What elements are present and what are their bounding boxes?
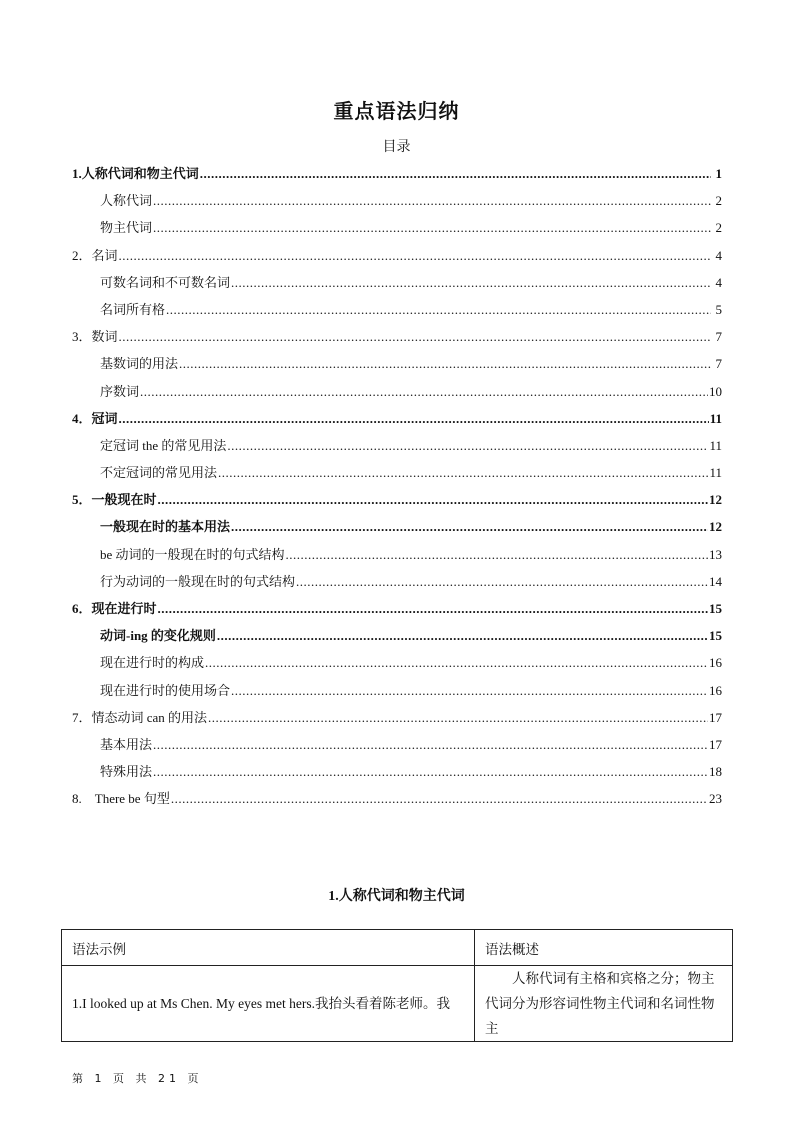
toc-entry[interactable] bbox=[72, 459, 722, 486]
toc-leader-dots bbox=[231, 513, 708, 540]
toc-leader-dots bbox=[200, 160, 711, 187]
toc-leader-dots bbox=[179, 350, 711, 377]
toc-entry-label: 6．现在进行时 bbox=[72, 601, 157, 616]
toc-entry-label: 名词所有格 bbox=[100, 301, 166, 317]
table-row bbox=[62, 966, 733, 1042]
toc-entry-page: 17 bbox=[709, 736, 722, 752]
toc-entry-page: 13 bbox=[709, 546, 722, 562]
toc-entry-page: 10 bbox=[709, 383, 722, 399]
toc-entry[interactable] bbox=[72, 323, 722, 350]
toc-entry-label: 不定冠词的常见用法 bbox=[100, 465, 218, 481]
toc-leader-dots bbox=[166, 296, 711, 323]
toc-leader-dots bbox=[153, 731, 708, 758]
toc-entry-page: 16 bbox=[709, 655, 722, 671]
toc-entry[interactable] bbox=[72, 595, 722, 622]
toc-entry-page: 1 bbox=[715, 166, 722, 181]
toc-entry-label: 物主代词 bbox=[100, 220, 153, 236]
toc-entry-page: 15 bbox=[709, 628, 722, 644]
toc-leader-dots bbox=[227, 432, 708, 459]
toc-entry-page: 4 bbox=[715, 274, 722, 290]
toc-entry-page: 7 bbox=[715, 356, 722, 372]
toc-entry[interactable] bbox=[72, 704, 722, 731]
toc-leader-dots bbox=[208, 704, 708, 731]
toc-entry-page: 5 bbox=[715, 301, 722, 317]
toc-entry-page: 4 bbox=[715, 247, 722, 263]
toc-leader-dots bbox=[153, 187, 711, 214]
toc-entry-page: 12 bbox=[709, 519, 722, 535]
toc-entry[interactable] bbox=[72, 160, 722, 187]
toc-leader-dots bbox=[140, 378, 708, 405]
toc-entry[interactable] bbox=[72, 541, 722, 568]
toc-entry-label: 动词-ing 的变化规则 bbox=[100, 628, 216, 644]
toc-entry[interactable] bbox=[72, 378, 722, 405]
toc-leader-dots bbox=[231, 269, 711, 296]
toc-entry-label: 可数名词和不可数名词 bbox=[100, 274, 231, 290]
toc-leader-dots bbox=[218, 459, 708, 486]
toc-entry-label: be 动词的一般现在时的句式结构 bbox=[100, 546, 285, 562]
toc-entry-page: 17 bbox=[709, 709, 722, 725]
toc-entry[interactable] bbox=[72, 242, 722, 269]
toc-entry[interactable] bbox=[72, 187, 722, 214]
toc-entry-label: 2．名词 bbox=[72, 247, 118, 263]
toc-entry[interactable] bbox=[72, 296, 722, 323]
page-title: 重点语法归纳 bbox=[333, 101, 460, 123]
toc-entry-label: 4．冠词 bbox=[72, 410, 118, 426]
toc-entry-label: 特殊用法 bbox=[100, 764, 153, 780]
toc-entry[interactable] bbox=[72, 785, 722, 812]
toc-leader-dots bbox=[217, 622, 708, 649]
toc-entry[interactable] bbox=[72, 269, 722, 296]
toc-entry-label: 行为动词的一般现在时的句式结构 bbox=[100, 573, 296, 589]
page-footer: 第 1 页 共 21 页 bbox=[72, 1072, 203, 1085]
toc-title: 目录 bbox=[382, 140, 411, 155]
toc-entry-page: 14 bbox=[709, 573, 722, 589]
toc-entry-label: 一般现在时的基本用法 bbox=[100, 519, 231, 535]
table-of-contents bbox=[72, 160, 722, 813]
toc-entry-label: 7．情态动词 can 的用法 bbox=[72, 709, 208, 725]
toc-entry-label: 5．一般现在时 bbox=[72, 492, 157, 508]
toc-entry-page: 2 bbox=[715, 220, 722, 236]
toc-entry-page: 23 bbox=[709, 791, 722, 807]
toc-entry-label: 基本用法 bbox=[100, 736, 153, 752]
toc-entry-page: 11 bbox=[709, 465, 722, 481]
toc-entry[interactable] bbox=[72, 214, 722, 241]
toc-leader-dots bbox=[158, 486, 708, 513]
toc-entry[interactable] bbox=[72, 758, 722, 785]
toc-leader-dots bbox=[286, 541, 708, 568]
overview-cell: 人称代词有主格和宾格之分；物主代词分为形容词性物主代词和名词性物主 bbox=[475, 966, 733, 1042]
toc-entry-label: 现在进行时的使用场合 bbox=[100, 682, 231, 698]
toc-leader-dots bbox=[158, 595, 708, 622]
toc-entry[interactable] bbox=[72, 568, 722, 595]
toc-leader-dots bbox=[153, 214, 711, 241]
toc-entry-page: 2 bbox=[715, 193, 722, 209]
toc-entry[interactable] bbox=[72, 486, 722, 513]
toc-leader-dots bbox=[171, 785, 708, 812]
example-cell: 1.I looked up at Ms Chen. My eyes met hers.我抬头看着陈老师。我 bbox=[62, 966, 475, 1042]
table-header-overview: 语法概述 bbox=[475, 930, 733, 966]
toc-entry-label: 1.人称代词和物主代词 bbox=[72, 166, 199, 181]
toc-leader-dots bbox=[296, 568, 708, 595]
toc-leader-dots bbox=[119, 242, 711, 269]
toc-entry-label: 8. There be 句型 bbox=[72, 791, 170, 807]
toc-entry-page: 16 bbox=[709, 682, 722, 698]
toc-entry-page: 11 bbox=[709, 410, 722, 426]
toc-entry[interactable] bbox=[72, 350, 722, 377]
toc-leader-dots bbox=[153, 758, 708, 785]
toc-entry-page: 7 bbox=[715, 329, 722, 345]
grammar-table bbox=[61, 929, 733, 1042]
section-heading: 1.人称代词和物主代词 bbox=[328, 889, 465, 904]
toc-entry-page: 18 bbox=[709, 764, 722, 780]
toc-leader-dots bbox=[119, 405, 709, 432]
toc-entry[interactable] bbox=[72, 731, 722, 758]
toc-entry[interactable] bbox=[72, 432, 722, 459]
toc-leader-dots bbox=[119, 323, 711, 350]
toc-entry[interactable] bbox=[72, 677, 722, 704]
toc-entry-label: 基数词的用法 bbox=[100, 356, 179, 372]
toc-entry-page: 15 bbox=[709, 601, 722, 616]
toc-entry-label: 人称代词 bbox=[100, 193, 153, 209]
toc-entry[interactable] bbox=[72, 405, 722, 432]
toc-entry-label: 3．数词 bbox=[72, 329, 118, 345]
toc-entry-page: 12 bbox=[709, 492, 722, 508]
table-header-example: 语法示例 bbox=[62, 930, 475, 966]
toc-entry-page: 11 bbox=[709, 437, 722, 453]
toc-leader-dots bbox=[205, 649, 708, 676]
toc-entry-label: 序数词 bbox=[100, 383, 140, 399]
table-header-row bbox=[62, 930, 733, 966]
toc-leader-dots bbox=[231, 677, 708, 704]
toc-entry-label: 现在进行时的构成 bbox=[100, 655, 205, 671]
toc-entry[interactable] bbox=[72, 649, 722, 676]
toc-entry-label: 定冠词 the 的常见用法 bbox=[100, 437, 227, 453]
toc-entry[interactable] bbox=[72, 622, 722, 649]
toc-entry[interactable] bbox=[72, 513, 722, 540]
